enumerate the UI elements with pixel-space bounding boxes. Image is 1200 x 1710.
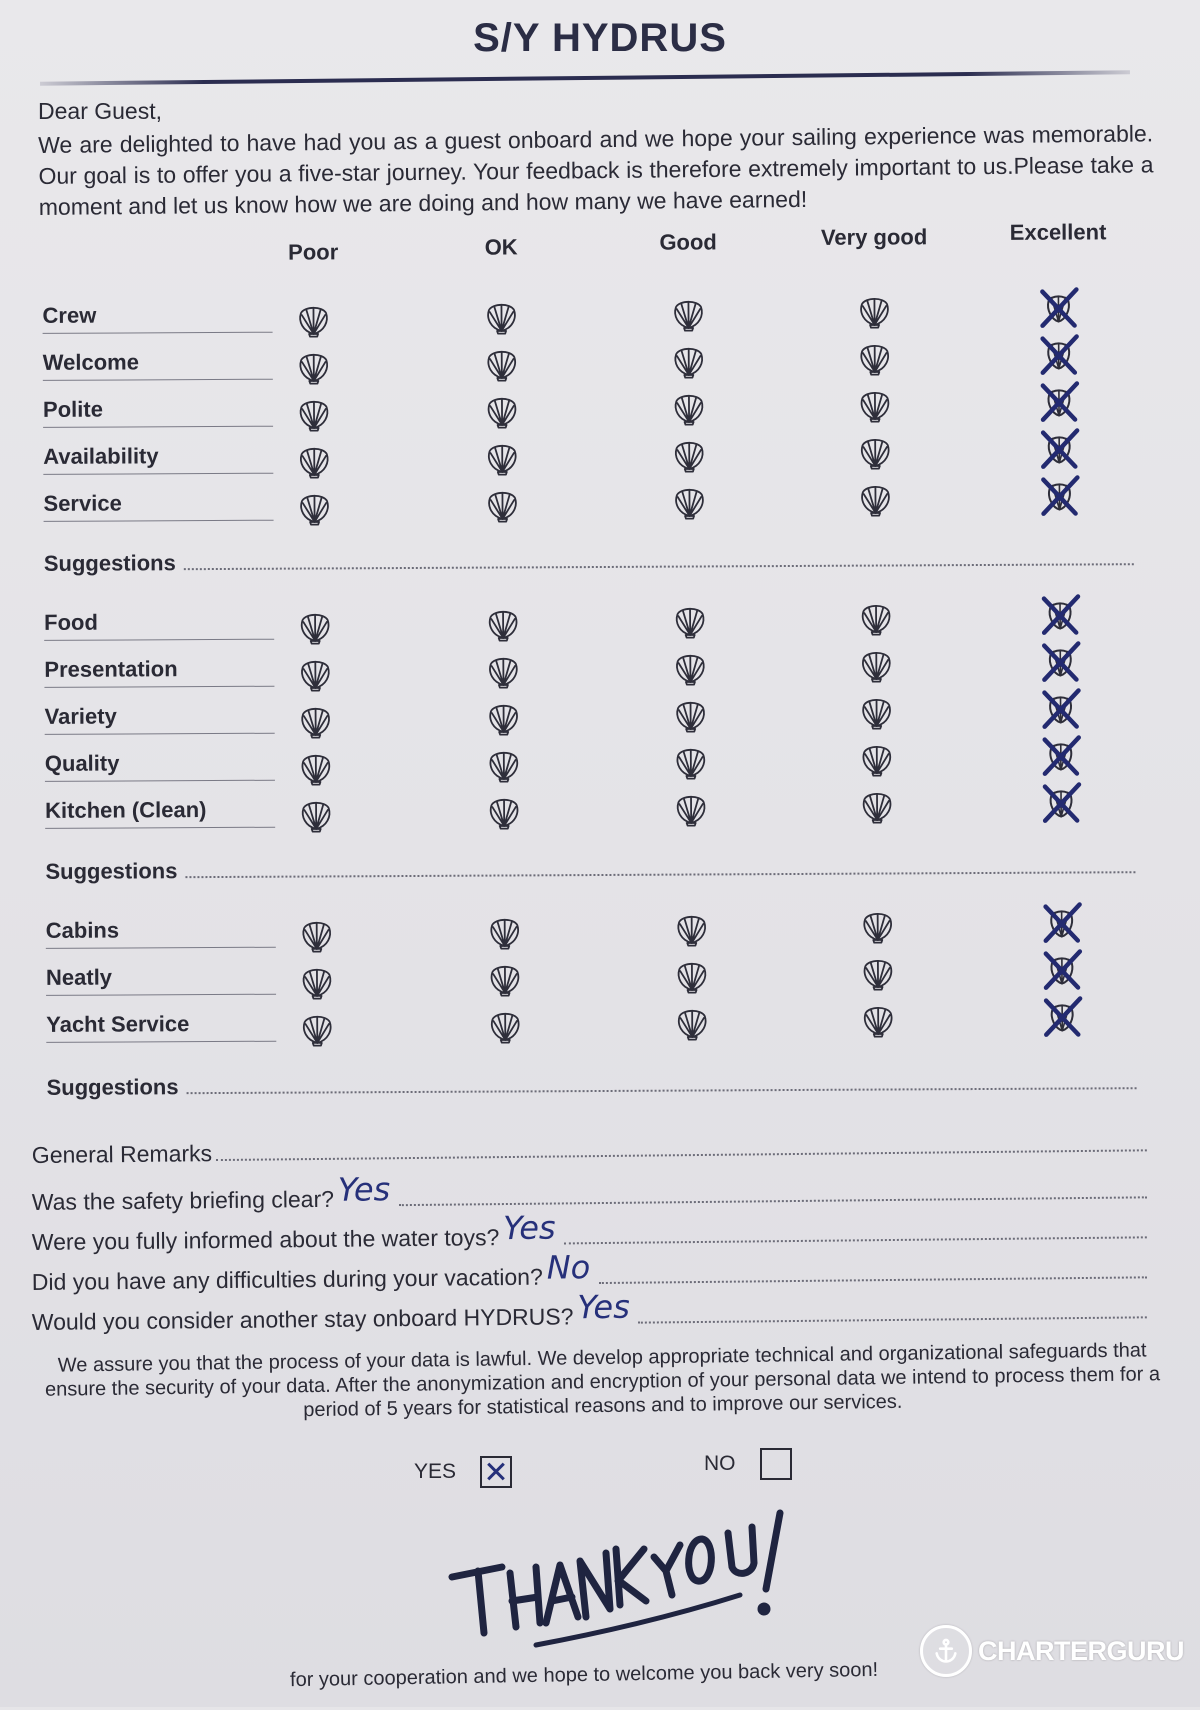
question-label: Was the safety briefing clear?: [31, 1185, 335, 1216]
rating-row-label: Welcome: [43, 345, 273, 381]
shell-icon[interactable]: [674, 910, 710, 946]
shell-checked-icon[interactable]: [1035, 424, 1083, 472]
shell-icon[interactable]: [296, 395, 332, 431]
shell-checked-icon[interactable]: [1035, 330, 1083, 378]
shell-icon[interactable]: [859, 787, 895, 823]
suggestions-label: Suggestions: [43, 550, 176, 576]
anchor-icon: [920, 1625, 972, 1677]
rating-row-label: Presentation: [44, 652, 274, 688]
shell-icon[interactable]: [486, 699, 522, 735]
shell-icon[interactable]: [296, 442, 332, 478]
consent-yes-label: YES: [414, 1460, 457, 1483]
shell-checked-icon[interactable]: [1035, 377, 1083, 425]
shell-checked-icon[interactable]: [1038, 898, 1086, 946]
rating-row-label: Neatly: [46, 960, 276, 996]
consent-yes: [414, 1456, 512, 1488]
suggestions-line: [44, 545, 1134, 577]
shell-icon[interactable]: [857, 386, 893, 422]
question-answer[interactable]: No: [546, 1248, 591, 1287]
shell-icon[interactable]: [858, 693, 894, 729]
general-remarks-label: General Remarks: [31, 1140, 213, 1168]
rating-row-label: Crew: [42, 298, 272, 334]
shell-icon[interactable]: [858, 646, 894, 682]
consent-no: [704, 1448, 792, 1480]
suggestions-line: [45, 853, 1135, 885]
privacy-notice: We assure you that the process of your data is lawful. We develop appropriate technical and organizational safeguards that ensure the security of your data. After the anonymization and encryption of your personal data we intend to process them for a period of 5 years for statistical reasons and to improve our services.: [44, 1339, 1161, 1422]
column-heading-very-good: Very good: [820, 224, 928, 250]
shell-checked-icon[interactable]: [1036, 637, 1084, 685]
shell-icon[interactable]: [487, 913, 523, 949]
shell-icon[interactable]: [671, 436, 707, 472]
shell-icon[interactable]: [484, 486, 520, 522]
form-title: S/Y HYDRUS: [473, 16, 727, 60]
shell-checked-icon[interactable]: [1038, 945, 1086, 993]
shell-icon[interactable]: [673, 696, 709, 732]
shell-icon[interactable]: [299, 1010, 335, 1046]
answer-field[interactable]: [564, 1236, 1147, 1244]
rating-row-label: Kitchen (Clean): [45, 793, 275, 829]
closing-text: for your cooperation and we hope to welcome you back very soon!: [289, 1658, 879, 1692]
shell-checked-icon[interactable]: [1036, 684, 1084, 732]
suggestions-field[interactable]: [185, 871, 1135, 878]
question-answer[interactable]: Yes: [502, 1208, 556, 1248]
shell-icon[interactable]: [856, 292, 892, 328]
question-label: Would you consider another stay onboard HYDRUS?: [31, 1303, 574, 1336]
shell-icon[interactable]: [857, 480, 893, 516]
rating-row-label: Cabins: [46, 913, 276, 949]
suggestions-label: Suggestions: [45, 858, 178, 884]
consent-yes-checkbox[interactable]: [480, 1456, 512, 1488]
column-heading-poor: Poor: [288, 239, 339, 265]
question-label: Were you fully informed about the water toys?: [31, 1224, 500, 1256]
shell-icon[interactable]: [485, 605, 521, 641]
shell-icon[interactable]: [671, 342, 707, 378]
shell-icon[interactable]: [672, 602, 708, 638]
column-heading-excellent: Excellent: [1009, 219, 1107, 245]
consent-no-label: NO: [704, 1452, 736, 1475]
shell-icon[interactable]: [670, 295, 706, 331]
intro-paragraph: We are delighted to have had you as a guest onboard and we hope your sailing experience was memorable. Our goal is to offer you a five-star journey. Your feedback is therefore extremely important to us.Please take a moment and let us know how we are doing and how many we have earned!: [38, 120, 1154, 220]
shell-checked-icon[interactable]: [1037, 778, 1085, 826]
question-answer[interactable]: Yes: [577, 1287, 630, 1327]
suggestions-line: [46, 1069, 1136, 1101]
shell-checked-icon[interactable]: [1034, 283, 1082, 331]
shell-icon[interactable]: [673, 743, 709, 779]
answer-field[interactable]: [598, 1276, 1146, 1284]
shell-icon[interactable]: [298, 702, 334, 738]
shell-icon[interactable]: [484, 345, 520, 381]
greeting: Dear Guest,: [38, 98, 162, 124]
watermark-logo: [920, 1625, 1184, 1677]
shell-icon[interactable]: [860, 1001, 896, 1037]
rating-row-label: Availability: [43, 439, 273, 475]
answer-field[interactable]: [398, 1196, 1146, 1206]
shell-icon[interactable]: [860, 907, 896, 943]
answer-field[interactable]: [638, 1316, 1147, 1323]
shell-icon[interactable]: [857, 339, 893, 375]
rating-row-label: Service: [43, 486, 273, 522]
shell-icon[interactable]: [483, 298, 519, 334]
shell-icon[interactable]: [486, 793, 522, 829]
question-label: Did you have any difficulties during your vacation?: [31, 1263, 543, 1296]
column-heading-good: Good: [659, 229, 717, 255]
suggestions-field[interactable]: [187, 1087, 1137, 1094]
rating-row-label: Yacht Service: [46, 1007, 276, 1043]
thank-you-signature-icon: [440, 1505, 800, 1655]
rating-row-label: Food: [44, 605, 274, 641]
shell-checked-icon[interactable]: [1036, 590, 1084, 638]
shell-icon[interactable]: [297, 608, 333, 644]
shell-icon[interactable]: [298, 796, 334, 832]
shell-checked-icon[interactable]: [1037, 731, 1085, 779]
question-answer[interactable]: Yes: [337, 1170, 391, 1209]
suggestions-label: Suggestions: [46, 1074, 179, 1100]
rating-row-label: Variety: [45, 699, 275, 735]
shell-icon[interactable]: [297, 655, 333, 691]
shell-checked-icon[interactable]: [1038, 992, 1086, 1040]
shell-icon[interactable]: [858, 599, 894, 635]
shell-icon[interactable]: [859, 740, 895, 776]
shell-icon[interactable]: [487, 960, 523, 996]
shell-icon[interactable]: [296, 489, 332, 525]
shell-icon[interactable]: [673, 790, 709, 826]
shell-icon[interactable]: [857, 433, 893, 469]
column-heading-ok: OK: [484, 234, 518, 260]
shell-icon[interactable]: [671, 389, 707, 425]
shell-checked-icon[interactable]: [1035, 471, 1083, 519]
shell-icon[interactable]: [298, 749, 334, 785]
shell-icon[interactable]: [299, 916, 335, 952]
consent-no-checkbox[interactable]: [760, 1448, 792, 1480]
shell-icon[interactable]: [674, 957, 710, 993]
shell-icon[interactable]: [296, 348, 332, 384]
shell-icon[interactable]: [295, 301, 331, 337]
rating-row-label: Quality: [45, 746, 275, 782]
shell-icon[interactable]: [299, 963, 335, 999]
shell-icon[interactable]: [485, 652, 521, 688]
shell-icon[interactable]: [487, 1007, 523, 1043]
shell-icon[interactable]: [674, 1004, 710, 1040]
shell-icon[interactable]: [484, 392, 520, 428]
shell-icon[interactable]: [486, 746, 522, 782]
shell-icon[interactable]: [672, 649, 708, 685]
watermark-text: CHARTERGURU: [978, 1635, 1184, 1666]
shell-icon[interactable]: [860, 954, 896, 990]
shell-icon[interactable]: [671, 483, 707, 519]
rating-row-label: Polite: [43, 392, 273, 428]
suggestions-field[interactable]: [184, 563, 1134, 570]
thank-you-handwriting: [440, 1505, 800, 1655]
shell-icon[interactable]: [484, 439, 520, 475]
